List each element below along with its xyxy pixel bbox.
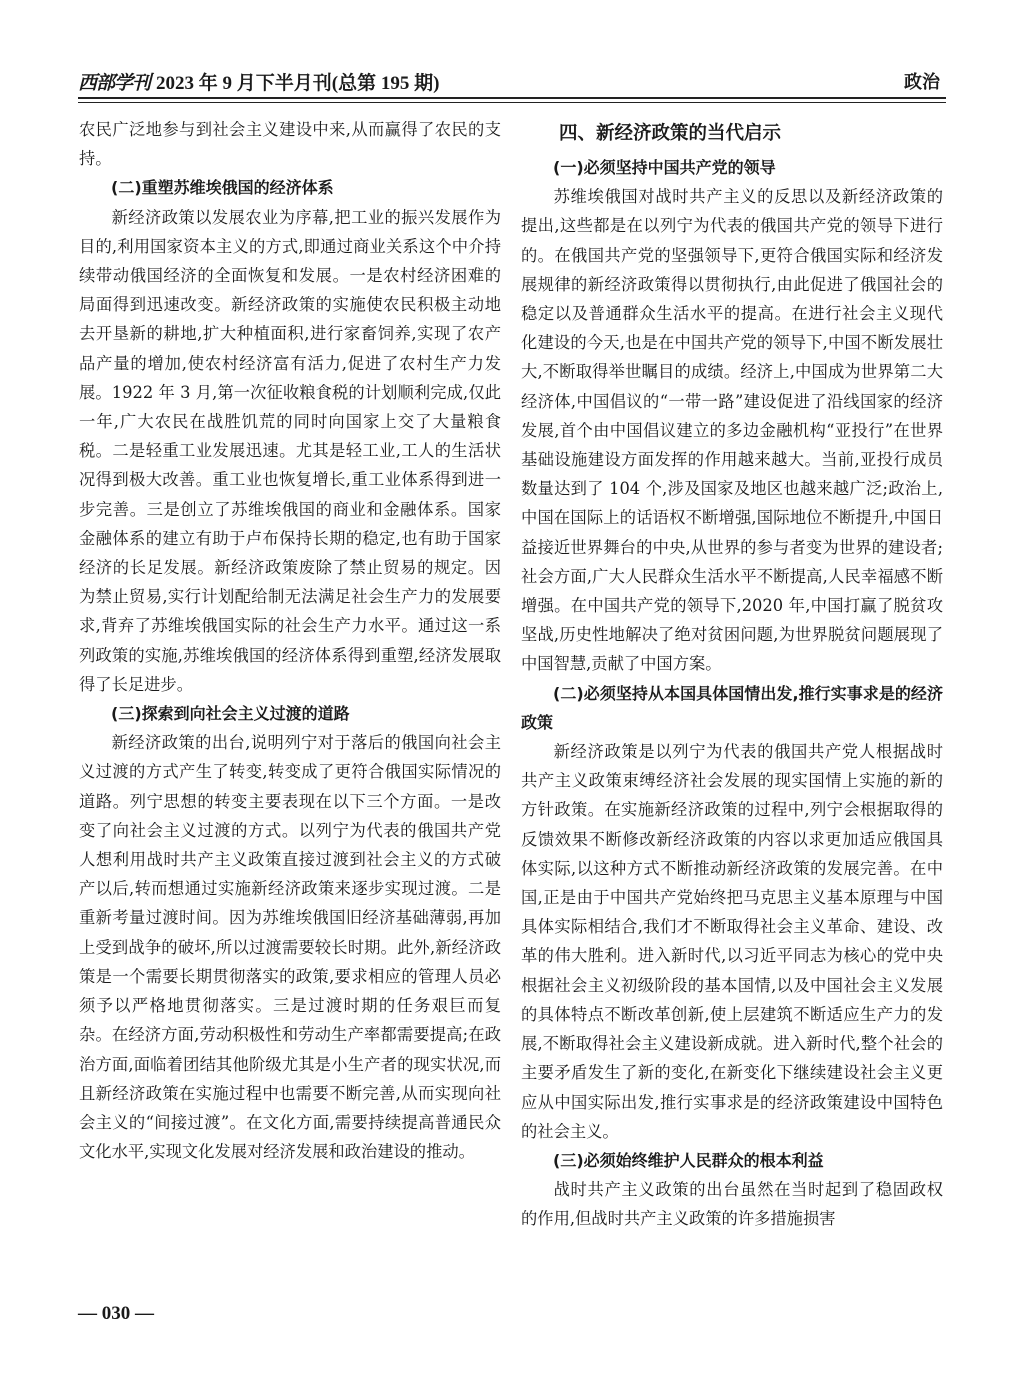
left-column	[79, 115, 501, 1166]
header-rule-thick	[78, 97, 946, 99]
journal-logo: 西部学刊	[78, 72, 151, 94]
page-number: — 030 —	[78, 1303, 154, 1324]
paragraph-economy: 新经济政策以发展农业为序幕,把工业的振兴发展作为目的,利用国家资本主义的方式,即通过商业关系这个中介持续带动俄国经济的全面恢复和发展。一是农村经济困难的局面得到迅速改变。新经济政策的实施使农民积极主动地去开垦新的耕地,扩大种植面积,进行家畜饲养,实现了农产品产量的增加,使农村经济富有活力,促进了农村生产力发展。1922 年 3 月,第一次征收粮食税的计划顺利完成,仅此一年,广大农民在战胜饥荒的同时向国家上交了大量粮食税。二是轻重工业发展迅速。尤其是轻工业,工人的生活状况得到极大改善。重工业也恢复增长,重工业体系得到进一步完善。三是创立了苏维埃俄国的商业和金融体系。国家金融体系的建立有助于卢布保持长期的稳定,也有助于国家经济的长足发展。新经济政策废除了禁止贸易的规定。因为禁止贸易,实行计划配给制无法满足社会生产力的发展要求,背弃了苏维埃俄国实际的社会生产力水平。通过这一系列政策的实施,苏维埃俄国的经济体系得到重塑,经济发展取得了长足进步。	[79, 207, 501, 694]
paragraph-continued: 农民广泛地参与到社会主义建设中来,从而赢得了农民的支持。	[79, 120, 501, 169]
subheading-national-conditions: (二)必须坚持从本国具体国情出发,推行实事求是的经济政策	[521, 683, 943, 732]
paragraph-transition: 新经济政策的出台,说明列宁对于落后的俄国向社会主义过渡的方式产生了转变,转变成了更符合俄国实际情况的道路。列宁思想的转变主要表现在以下三个方面。一是改变了向社会主义过渡的方式。以列宁为代表的俄国共产党人想利用战时共产主义政策直接过渡到社会主义的方式破产以后,转而想通过实施新经济政策来逐步实现过渡。二是重新考量过渡时间。因为苏维埃俄国旧经济基础薄弱,再加上受到战争的破坏,所以过渡需要较长时期。此外,新经济政策是一个需要长期贯彻落实的政策,要求相应的管理人员必须予以严格地贯彻落实。三是过渡时期的任务艰巨而复杂。在经济方面,劳动积极性和劳动生产率都需要提高;在政治方面,面临着团结其他阶级尤其是小生产者的现实状况,而且新经济政策在实施过程中也需要不断完善,从而实现向社会主义的“间接过渡”。在文化方面,需要持续提高普通民众文化水平,实现文化发展对经济发展和政治建设的推动。	[79, 733, 501, 1162]
section-heading-contemporary-insights: 四、新经济政策的当代启示	[559, 123, 782, 144]
paragraph-people: 战时共产主义政策的出台虽然在当时起到了稳固政权的作用,但战时共产主义政策的许多措施损害	[521, 1180, 943, 1229]
subheading-people-interests: (三)必须始终维护人民群众的根本利益	[553, 1150, 824, 1170]
subheading-party-leadership: (一)必须坚持中国共产党的领导	[553, 158, 776, 177]
paragraph-realism: 新经济政策是以列宁为代表的俄国共产党人根据战时共产主义政策束缚经济社会发展的现实国情上实施的新的方针政策。在实施新经济政策的过程中,列宁会根据取得的反馈效果不断修改新经济政策的内容以求更加适应俄国具体实际,以这种方式不断推动新经济政策的发展完善。在中国,正是由于中国共产党始终把马克思主义基本原理与中国具体实际相结合,我们才不断取得社会主义革命、建设、改革的伟大胜利。进入新时代,以习近平同志为核心的党中央根据社会主义初级阶段的基本国情,以及中国社会主义发展的具体特点不断改革创新,使上层建筑不断适应生产力的发展,不断取得社会主义建设新成就。进入新时代,整个社会的主要矛盾发生了新的变化,在新变化下继续建设社会主义更应从中国实际出发,推行实事求是的经济政策建设中国特色的社会主义。	[521, 742, 943, 1141]
issue-info: 2023 年 9 月下半月刊(总第 195 期)	[156, 73, 440, 94]
right-column	[521, 115, 943, 1234]
subheading-reshape-economy: (二)重塑苏维埃俄国的经济体系	[111, 178, 334, 198]
paragraph-leadership: 苏维埃俄国对战时共产主义的反思以及新经济政策的提出,这些都是在以列宁为代表的俄国共产党的领导下进行的。在俄国共产党的坚强领导下,更符合俄国实际和经济发展规律的新经济政策得以贯彻执行,由此促进了俄国社会的稳定以及普通群众生活水平的提高。在进行社会主义现代化建设的今天,也是在中国共产党的领导下,中国不断发展壮大,不断取得举世瞩目的成绩。经济上,中国成为世界第二大经济体,中国倡议的“一带一路”建设促进了沿线国家的经济发展,首个由中国倡议建立的多边金融机构“亚投行”在世界基础设施建设方面发挥的作用越来越大。当前,亚投行成员数量达到了 104 个,涉及国家及地区也越来越广泛;政治上,中国在国际上的话语权不断增强,国际地位不断提升,中国日益接近世界舞台的中央,从世界的参与者变为世界的建设者;社会方面,广大人民群众生活水平不断提高,人民幸福感不断增强。在中国共产党的领导下,2020 年,中国打赢了脱贫攻坚战,历史性地解决了绝对贫困问题,为世界脱贫问题展现了中国智慧,贡献了中国方案。	[521, 187, 943, 674]
running-header	[78, 66, 946, 98]
header-rule-thin	[78, 102, 946, 103]
section-name: 政治	[904, 72, 940, 93]
subheading-transition-path: (三)探索到向社会主义过渡的道路	[111, 704, 350, 724]
